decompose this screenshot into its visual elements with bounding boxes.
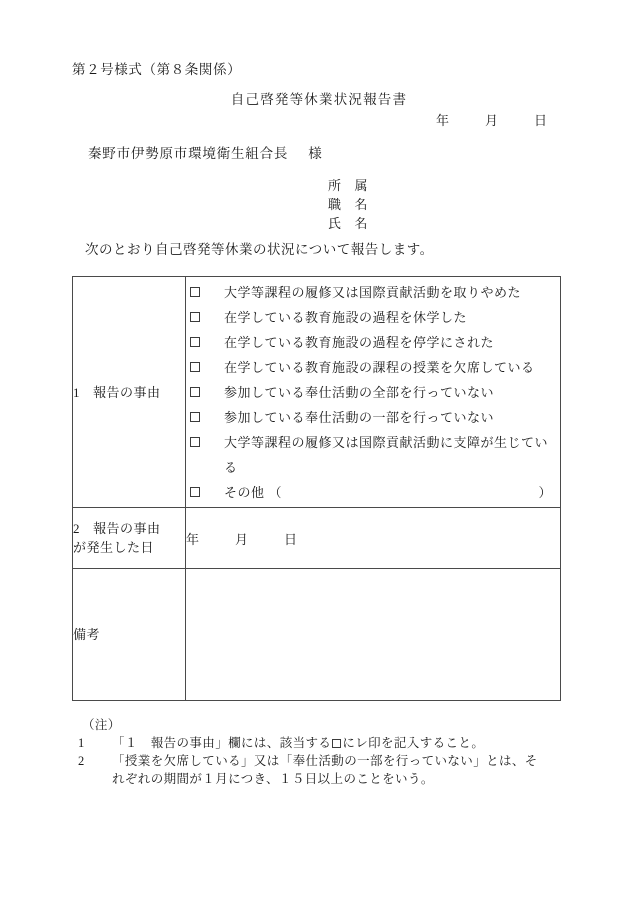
checkbox-icon[interactable] xyxy=(190,337,200,347)
checkbox-icon[interactable] xyxy=(190,412,200,422)
checkbox-label: 参加している奉仕活動の一部を行っていない xyxy=(224,409,495,425)
checkbox-label: 大学等課程の履修又は国際貢献活動に支障が生じている xyxy=(224,434,549,475)
note-item-2 xyxy=(78,752,588,770)
signer-field-group xyxy=(328,176,368,233)
addressee-line xyxy=(88,142,323,162)
notes-heading: （注） xyxy=(82,718,121,732)
checkbox-item-other[interactable] xyxy=(186,480,560,505)
signer-affiliation-label-b: 属 xyxy=(354,178,369,193)
row-label-text-1: 報告の事由 xyxy=(93,384,161,400)
checkbox-item[interactable] xyxy=(186,305,560,330)
signer-affiliation-label-a: 所 xyxy=(328,178,342,193)
checkbox-item[interactable] xyxy=(186,430,560,480)
row-label-remarks xyxy=(73,569,186,701)
checkbox-item[interactable] xyxy=(186,330,560,355)
checkbox-icon[interactable] xyxy=(190,287,200,297)
checkbox-icon[interactable] xyxy=(190,362,200,372)
checkbox-label: 在学している教育施設の課程の授業を欠席している xyxy=(224,359,535,375)
header-date-year: 年 xyxy=(436,113,450,128)
table-row-reasons xyxy=(73,277,561,508)
row-label-reasons xyxy=(73,277,186,508)
checkbox-label: 在学している教育施設の過程を停学にされた xyxy=(224,334,495,350)
table-row-occurrence-date xyxy=(73,508,561,569)
occurrence-date-field[interactable] xyxy=(186,508,561,569)
lead-sentence: 次のとおり自己啓発等休業の状況について報告します。 xyxy=(85,242,434,257)
checkbox-icon xyxy=(332,739,341,748)
checkbox-label: 大学等課程の履修又は国際貢献活動を取りやめた xyxy=(224,284,522,300)
checkbox-item[interactable] xyxy=(186,280,560,305)
signer-field-name xyxy=(328,214,368,233)
checkbox-item[interactable] xyxy=(186,405,560,430)
occurrence-date-day: 日 xyxy=(284,531,298,547)
note-number-2: 2 xyxy=(78,754,85,768)
other-close-paren: ） xyxy=(538,484,552,500)
addressee-name: 秦野市伊勢原市環境衛生組合長 xyxy=(88,146,289,161)
signer-name-label-b: 名 xyxy=(354,216,369,231)
signer-field-affiliation xyxy=(328,176,368,195)
checkbox-icon[interactable] xyxy=(190,437,200,447)
checkbox-label: 在学している教育施設の過程を休学した xyxy=(224,309,468,325)
note-text-1-after: にレ印を記入すること。 xyxy=(342,736,485,750)
checkbox-label: 参加している奉仕活動の全部を行っていない xyxy=(224,384,495,400)
table-row-remarks xyxy=(73,569,561,701)
row-label-occurrence-date xyxy=(73,508,186,569)
row-label-text-2-line1: 報告の事由 xyxy=(93,521,161,536)
checkbox-icon[interactable] xyxy=(190,312,200,322)
other-open-paren: （ xyxy=(268,484,283,500)
note-text-1-before: 「１ 報告の事由」欄には、該当する xyxy=(112,736,332,750)
form-number: 第２号様式（第８条関係） xyxy=(72,62,242,77)
checkbox-item[interactable] xyxy=(186,380,560,405)
row-number-2: 2 xyxy=(73,521,80,536)
header-date-day: 日 xyxy=(534,113,548,128)
signer-position-label-a: 職 xyxy=(328,197,342,212)
row-label-text-2-line2: が発生した日 xyxy=(73,540,155,555)
note-number-1: 1 xyxy=(78,736,85,750)
occurrence-date-year: 年 xyxy=(186,531,200,547)
page-title: 自己啓発等休業状況報告書 xyxy=(230,92,408,107)
note-text-2-before: 「授業を欠席している」又は「奉仕活動の一部を行っていない」とは、そ xyxy=(112,754,538,768)
notes-section xyxy=(78,716,588,788)
note-item-1 xyxy=(78,734,588,752)
header-date-line xyxy=(436,110,548,129)
signer-field-position xyxy=(328,195,368,214)
signer-position-label-b: 名 xyxy=(354,197,369,212)
checkbox-icon[interactable] xyxy=(190,487,200,497)
header-date-month: 月 xyxy=(485,113,499,128)
checkbox-label: その他 xyxy=(224,484,265,500)
reasons-checkbox-list xyxy=(186,277,561,508)
signer-name-label-a: 氏 xyxy=(328,216,342,231)
row-number-1: 1 xyxy=(73,384,80,400)
addressee-honorific: 様 xyxy=(308,146,323,161)
checkbox-item[interactable] xyxy=(186,355,560,380)
occurrence-date-month: 月 xyxy=(235,531,249,547)
checkbox-icon[interactable] xyxy=(190,387,200,397)
report-form-table xyxy=(72,276,561,701)
note-item-2-continuation: れぞれの期間が１月につき、１５日以上のことをいう。 xyxy=(112,772,434,786)
row-label-text-remarks: 備考 xyxy=(73,627,101,642)
remarks-field[interactable] xyxy=(186,569,561,701)
